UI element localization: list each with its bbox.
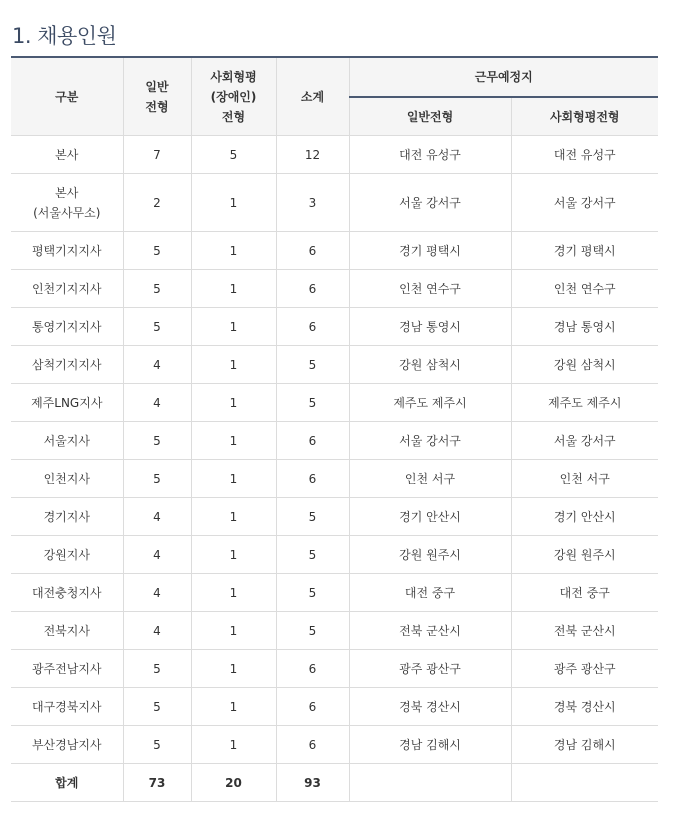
row-general: 5 — [123, 232, 191, 270]
row-location-social: 서울 강서구 — [511, 422, 658, 460]
row-name: 광주전남지사 — [11, 650, 123, 688]
row-social: 1 — [191, 232, 276, 270]
row-subtotal: 5 — [276, 346, 349, 384]
row-general: 7 — [123, 136, 191, 174]
table-row — [11, 460, 658, 498]
header-location-group: 근무예정지 — [349, 57, 658, 97]
row-name: 전북지사 — [11, 612, 123, 650]
row-subtotal: 5 — [276, 498, 349, 536]
row-name: 본사 — [11, 136, 123, 174]
row-name: 평택기지지사 — [11, 232, 123, 270]
row-location-social: 전북 군산시 — [511, 612, 658, 650]
row-general: 5 — [123, 460, 191, 498]
row-location-social: 대전 중구 — [511, 574, 658, 612]
row-location-general: 강원 원주시 — [349, 536, 511, 574]
row-name: 삼척기지지사 — [11, 346, 123, 384]
row-name: 서울지사 — [11, 422, 123, 460]
row-social: 1 — [191, 422, 276, 460]
table-row — [11, 650, 658, 688]
total-location-general — [349, 764, 511, 802]
row-location-social: 대전 유성구 — [511, 136, 658, 174]
row-subtotal: 5 — [276, 612, 349, 650]
table-row — [11, 136, 658, 174]
row-social: 1 — [191, 536, 276, 574]
row-location-general: 경기 안산시 — [349, 498, 511, 536]
table-row — [11, 232, 658, 270]
total-row — [11, 764, 658, 802]
row-location-general: 경남 김해시 — [349, 726, 511, 764]
row-location-general: 인천 서구 — [349, 460, 511, 498]
table-row — [11, 498, 658, 536]
row-subtotal: 6 — [276, 726, 349, 764]
row-subtotal: 5 — [276, 384, 349, 422]
header-location-social: 사회형평전형 — [511, 97, 658, 136]
row-general: 4 — [123, 536, 191, 574]
row-subtotal: 3 — [276, 174, 349, 232]
row-social: 1 — [191, 688, 276, 726]
table-row — [11, 346, 658, 384]
hiring-table — [11, 56, 658, 802]
row-general: 5 — [123, 270, 191, 308]
table-header — [11, 57, 658, 136]
row-social: 1 — [191, 308, 276, 346]
row-social: 1 — [191, 460, 276, 498]
row-location-social: 경남 통영시 — [511, 308, 658, 346]
row-social: 1 — [191, 384, 276, 422]
table-row — [11, 688, 658, 726]
row-general: 4 — [123, 346, 191, 384]
row-location-social: 인천 연수구 — [511, 270, 658, 308]
header-category: 구분 — [11, 57, 123, 136]
total-subtotal: 93 — [276, 764, 349, 802]
row-social: 1 — [191, 346, 276, 384]
row-general: 4 — [123, 612, 191, 650]
total-location-social — [511, 764, 658, 802]
row-subtotal: 5 — [276, 536, 349, 574]
row-name: 통영기지지사 — [11, 308, 123, 346]
row-location-social: 서울 강서구 — [511, 174, 658, 232]
row-social: 1 — [191, 174, 276, 232]
row-social: 1 — [191, 498, 276, 536]
header-social: 사회형평 (장애인) 전형 — [191, 57, 276, 136]
row-location-general: 경남 통영시 — [349, 308, 511, 346]
row-subtotal: 12 — [276, 136, 349, 174]
row-social: 1 — [191, 726, 276, 764]
table-row — [11, 726, 658, 764]
row-social: 5 — [191, 136, 276, 174]
row-location-general: 경북 경산시 — [349, 688, 511, 726]
table-row — [11, 422, 658, 460]
row-location-general: 서울 강서구 — [349, 422, 511, 460]
row-name: 본사 (서울사무소) — [11, 174, 123, 232]
row-location-general: 강원 삼척시 — [349, 346, 511, 384]
row-social: 1 — [191, 612, 276, 650]
row-general: 4 — [123, 498, 191, 536]
row-general: 5 — [123, 650, 191, 688]
row-subtotal: 6 — [276, 688, 349, 726]
row-location-general: 대전 유성구 — [349, 136, 511, 174]
row-name: 인천지사 — [11, 460, 123, 498]
row-social: 1 — [191, 270, 276, 308]
row-location-general: 광주 광산구 — [349, 650, 511, 688]
row-location-social: 경기 평택시 — [511, 232, 658, 270]
row-name: 부산경남지사 — [11, 726, 123, 764]
row-social: 1 — [191, 650, 276, 688]
row-location-general: 제주도 제주시 — [349, 384, 511, 422]
row-general: 5 — [123, 688, 191, 726]
table-row — [11, 574, 658, 612]
row-subtotal: 6 — [276, 232, 349, 270]
row-general: 5 — [123, 308, 191, 346]
row-subtotal: 6 — [276, 650, 349, 688]
table-row — [11, 308, 658, 346]
table-row — [11, 270, 658, 308]
row-location-social: 경북 경산시 — [511, 688, 658, 726]
row-name: 강원지사 — [11, 536, 123, 574]
row-location-general: 경기 평택시 — [349, 232, 511, 270]
row-name: 인천기지지사 — [11, 270, 123, 308]
table-row — [11, 536, 658, 574]
row-subtotal: 6 — [276, 270, 349, 308]
table-row — [11, 174, 658, 232]
row-subtotal: 6 — [276, 308, 349, 346]
row-general: 4 — [123, 574, 191, 612]
row-name: 대전충청지사 — [11, 574, 123, 612]
row-location-social: 광주 광산구 — [511, 650, 658, 688]
row-location-social: 경기 안산시 — [511, 498, 658, 536]
row-location-general: 전북 군산시 — [349, 612, 511, 650]
row-location-social: 제주도 제주시 — [511, 384, 658, 422]
row-subtotal: 5 — [276, 574, 349, 612]
row-location-social: 경남 김해시 — [511, 726, 658, 764]
row-general: 5 — [123, 726, 191, 764]
table-row — [11, 384, 658, 422]
row-general: 4 — [123, 384, 191, 422]
total-label: 합계 — [11, 764, 123, 802]
row-name: 제주LNG지사 — [11, 384, 123, 422]
row-subtotal: 6 — [276, 460, 349, 498]
header-location-general: 일반전형 — [349, 97, 511, 136]
section-title: 1. 채용인원 — [12, 24, 117, 48]
row-location-general: 인천 연수구 — [349, 270, 511, 308]
row-general: 5 — [123, 422, 191, 460]
row-location-social: 강원 삼척시 — [511, 346, 658, 384]
row-name: 대구경북지사 — [11, 688, 123, 726]
row-social: 1 — [191, 574, 276, 612]
row-general: 2 — [123, 174, 191, 232]
row-location-general: 서울 강서구 — [349, 174, 511, 232]
header-general: 일반 전형 — [123, 57, 191, 136]
row-subtotal: 6 — [276, 422, 349, 460]
header-subtotal: 소계 — [276, 57, 349, 136]
row-location-social: 인천 서구 — [511, 460, 658, 498]
row-name: 경기지사 — [11, 498, 123, 536]
table-body — [11, 136, 658, 802]
row-location-general: 대전 중구 — [349, 574, 511, 612]
table-row — [11, 612, 658, 650]
total-general: 73 — [123, 764, 191, 802]
total-social: 20 — [191, 764, 276, 802]
row-location-social: 강원 원주시 — [511, 536, 658, 574]
